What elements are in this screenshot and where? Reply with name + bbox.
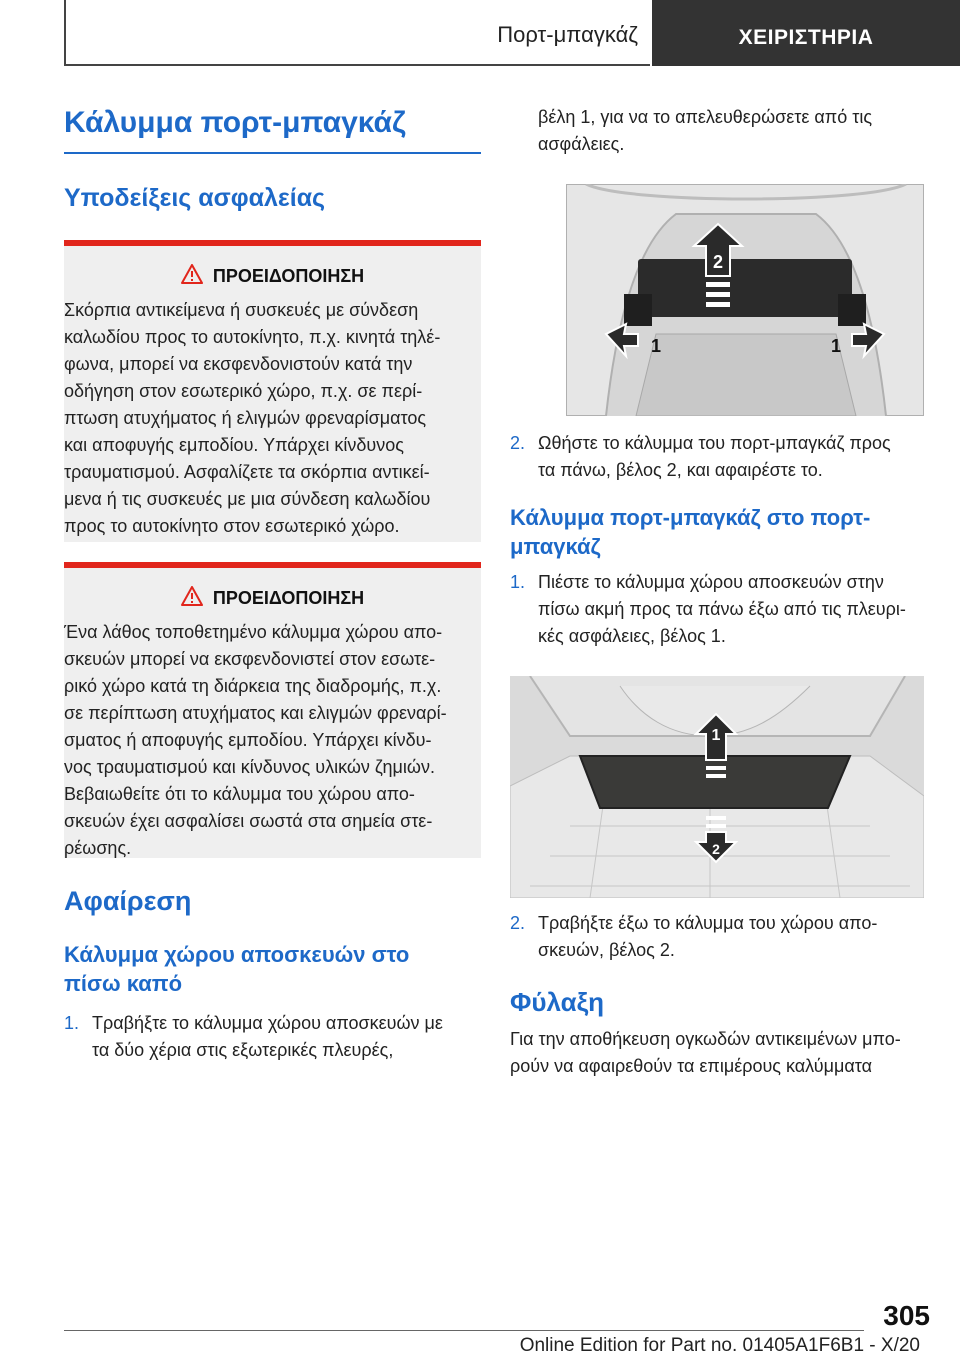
warning-line: προς το αυτοκίνητο στον εσωτερικό χώρο. [64, 516, 400, 536]
page-title: Κάλυμμα πορτ-μπαγκάζ [64, 104, 481, 154]
step-text [538, 104, 924, 158]
warning-label: ΠΡΟΕΙΔΟΠΟΙΗΣΗ [212, 588, 365, 608]
page-number: 305 [883, 1300, 930, 1331]
warning-line: καλωδίου προς το αυτοκίνητο, π.χ. κινητά τηλέ- [64, 327, 441, 347]
warning-line: Ένα λάθος τοποθετημένο κάλυμμα χώρου απο- [64, 622, 443, 642]
warning-line: οδήγηση στον εσωτερικό χώρο, π.χ. σε περί- [64, 381, 423, 401]
step-continuation [510, 104, 924, 158]
header-section-title: Πορτ-μπαγκάζ [497, 22, 638, 47]
left-column [64, 104, 481, 1064]
warning-line: ρικό χώρο κατά τη διάρκεια της διαδρομής, π.χ. [64, 676, 442, 696]
step-text [92, 1010, 481, 1064]
warning-line: σκευών μπορεί να εκσφενδονιστεί στον εσωτε- [64, 649, 436, 669]
warning-box-2 [64, 562, 481, 858]
arrow-label-1-left: 1 [650, 336, 662, 356]
heading-line: πίσω καπό [64, 970, 183, 996]
step-line: σκευών, βέλος 2. [538, 940, 675, 961]
warning-header-2 [64, 586, 463, 611]
step-line: Τραβήξτε το κάλυμμα χώρου αποσκευών με [92, 1013, 443, 1034]
rear-cover-heading [64, 941, 481, 998]
safety-heading: Υποδείξεις ασφαλείας [64, 183, 326, 212]
warning-line: σματος ή αποφυγής εμποδίου. Υπάρχει κίνδυ- [64, 730, 432, 750]
step-line: τα πάνω, βέλος 2, και αφαιρέστε το. [538, 460, 823, 480]
warning-header-1 [64, 264, 463, 289]
tailgate-cover-illustration [566, 184, 924, 416]
arrow-label-2: 2 [712, 252, 724, 272]
warning-text-2 [64, 619, 463, 862]
warning-line: και αποφυγής εμποδίου. Υπάρχει κίνδυνος [64, 435, 404, 455]
step-number: 1. [64, 1013, 80, 1034]
warning-triangle-icon [181, 264, 203, 289]
step-line: τα δύο χέρια στις εξωτερικές πλευρές, [92, 1040, 394, 1061]
step-line: Τραβήξτε έξω το κάλυμμα του χώρου απο- [538, 913, 878, 934]
warning-line: ρέωσης. [64, 838, 132, 858]
storage-paragraph [510, 1026, 924, 1080]
step-item [510, 910, 924, 964]
warning-label: ΠΡΟΕΙΔΟΠΟΙΗΣΗ [212, 266, 365, 286]
warning-box-1 [64, 240, 481, 542]
cargo-cover-illustration [510, 676, 924, 898]
warning-line: τραυματισμού. Ασφαλίζετε τα σκόρπια αντικεί- [64, 462, 430, 482]
warning-line: πτωση ατυχήματος ή ελιγμών φρεναρίσματος [64, 408, 427, 428]
warning-line: Σκόρπια αντικείμενα ή συσκευές με σύνδεση [64, 300, 419, 320]
warning-triangle-icon [181, 586, 203, 611]
warning-text-1 [64, 297, 463, 540]
step-text [538, 430, 924, 484]
storage-heading: Φύλαξη [510, 987, 605, 1018]
step-text [538, 569, 924, 650]
arrow-label-1-right: 1 [830, 336, 842, 356]
step-item [510, 569, 924, 650]
header-divider-horizontal [64, 64, 650, 66]
heading-line: Κάλυμμα πορτ-μπαγκάζ στο πορτ- [510, 505, 871, 530]
step-line: πίσω ακμή προς τα πάνω έξω από τις πλευρι- [538, 599, 906, 620]
warning-line: σκευών έχει ασφαλίσει σωστά στα σημεία στε- [64, 811, 433, 831]
step-text [538, 910, 924, 964]
step-number: 2. [510, 913, 526, 934]
step-number: 2. [510, 433, 526, 453]
step-line: ασφάλειες. [538, 134, 625, 154]
step-item [510, 430, 924, 484]
header-chapter-tab[interactable]: ΧΕΙΡΙΣΤΗΡΙΑ [652, 0, 960, 66]
step-item [64, 1010, 481, 1064]
trunk-cover-heading [510, 504, 924, 561]
cargo-figure-svg [510, 676, 924, 898]
step-line: βέλη 1, για να το απελευθερώσετε από τις [538, 107, 873, 127]
step-line: κές ασφάλειες, βέλος 1. [538, 626, 726, 647]
warning-line: νος τραυματισμού και κίνδυνος υλικών ζημιών. [64, 757, 435, 777]
warning-line: Βεβαιωθείτε ότι το κάλυμμα του χώρου απο- [64, 784, 415, 804]
paragraph-line: Για την αποθήκευση ογκωδών αντικειμένων μπο- [510, 1028, 901, 1049]
arrow-label-2: 2 [712, 841, 720, 858]
paragraph-line: ρούν να αφαιρεθούν τα επιμέρους καλύμματα [510, 1055, 872, 1076]
footer-divider [64, 1330, 864, 1331]
step-line: Πιέστε το κάλυμμα χώρου αποσκευών στην [538, 572, 884, 593]
arrow-label-1: 1 [711, 727, 721, 745]
right-column [510, 104, 924, 1080]
footer-edition: Online Edition for Part no. 01405A1F6B1 - X/20 [519, 1335, 920, 1356]
warning-line: μενα ή τις συσκευές με μια σύνδεση καλωδίου [64, 489, 431, 509]
heading-line: μπαγκάζ [510, 533, 601, 559]
tailgate-figure-svg [566, 184, 924, 416]
step-line: Ωθήστε το κάλυμμα του πορτ-μπαγκάζ προς [538, 433, 891, 453]
removal-heading: Αφαίρεση [64, 886, 192, 916]
step-number: 1. [510, 572, 526, 593]
warning-line: φωνα, μπορεί να εκσφενδονιστούν κατά την [64, 354, 413, 374]
warning-line: σε περίπτωση ατυχήματος και ελιγμών φρεναρί- [64, 703, 447, 723]
heading-line: Κάλυμμα χώρου αποσκευών στο [64, 942, 410, 968]
step-indent [510, 104, 538, 158]
